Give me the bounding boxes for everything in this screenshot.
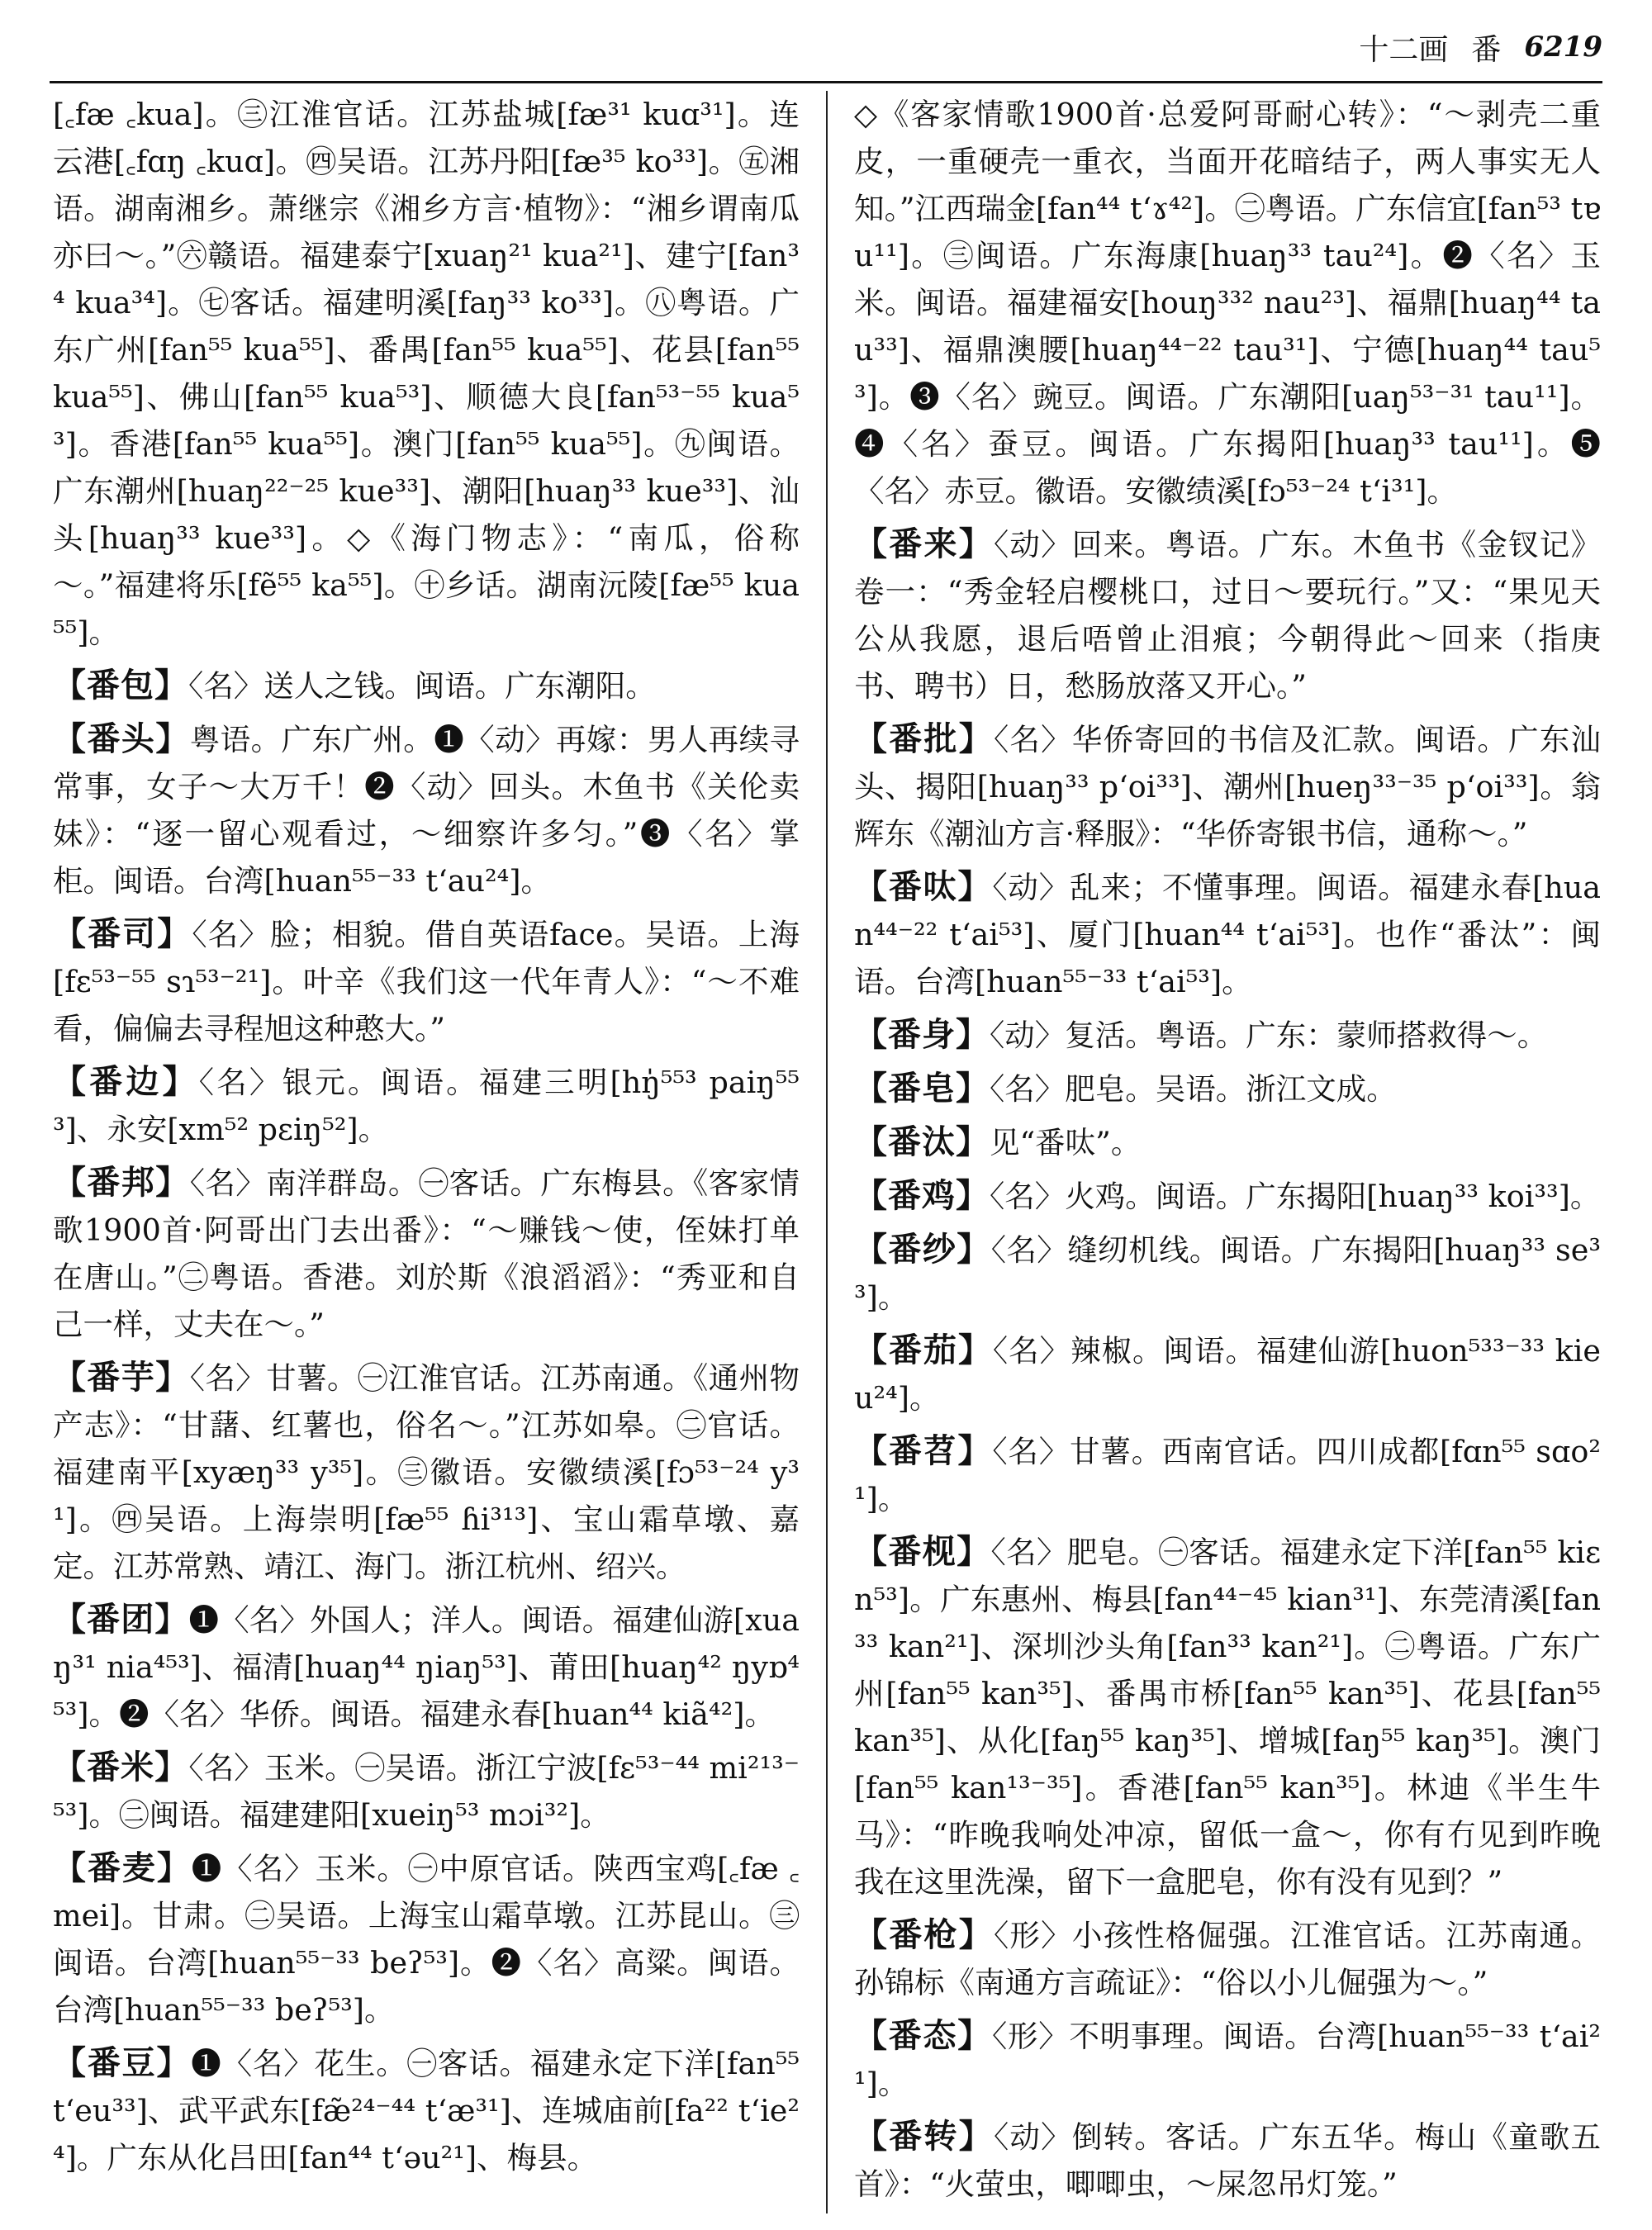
entry-definition: 〈名〉缝纫机线。闽语。广东揭阳[huaŋ³³ se³³]。	[854, 1232, 1601, 1315]
entry-definition: 〈名〉辣椒。闽语。福建仙游[huon⁵³³⁻³³ kieu²⁴]。	[854, 1333, 1601, 1416]
headword-open-bracket: 【	[53, 1358, 88, 1397]
page-header	[50, 18, 1602, 76]
dictionary-entry	[854, 2012, 1601, 2107]
headword-close-bracket: 】	[957, 2016, 992, 2055]
headword: 番汰	[888, 1122, 956, 1161]
entry-definition: 〈形〉小孩性格倔强。江淮官话。江苏南通。孙锦标《南通方言疏证》：“俗以小儿倔强为～。”	[854, 1918, 1601, 2000]
headword: 番邦	[87, 1163, 156, 1202]
dictionary-entry	[854, 1528, 1601, 1905]
entry-definition: 〈动〉乱来；不懂事理。闽语。福建永春[huan⁴⁴⁻²² tʻai⁵³]、厦门[huan⁴⁴ tʻai⁵³]。也作“番汰”：闽语。台湾[huan⁵⁵⁻³³ tʻai⁵³]。	[854, 870, 1601, 999]
headword: 番鸡	[888, 1176, 956, 1215]
page-number: 6219	[1524, 31, 1602, 64]
headword: 番苕	[888, 1431, 958, 1470]
headword-close-bracket: 】	[957, 1431, 993, 1470]
headword-close-bracket: 】	[156, 2043, 192, 2082]
headword: 番枧	[888, 1532, 957, 1571]
headword-open-bracket: 【	[854, 2016, 889, 2055]
headword-open-bracket: 【	[854, 1532, 889, 1571]
headword: 番豆	[87, 2043, 157, 2082]
headword-close-bracket: 】	[957, 1230, 991, 1269]
dictionary-entry	[854, 863, 1601, 1005]
dictionary-entry	[854, 91, 1601, 515]
headword: 番态	[888, 2016, 958, 2055]
dictionary-entry	[53, 1159, 800, 1348]
headword-close-bracket: 】	[958, 719, 994, 758]
headword-open-bracket: 【	[53, 1062, 90, 1101]
section-label: 十二画	[1359, 32, 1449, 67]
headword-open-bracket: 【	[53, 1600, 88, 1639]
headword: 番米	[87, 1748, 155, 1786]
headword-close-bracket: 】	[956, 1122, 990, 1161]
dictionary-entry	[854, 1911, 1601, 2006]
headword-close-bracket: 】	[155, 719, 190, 758]
headword-open-bracket: 【	[854, 1069, 888, 1108]
dictionary-entry	[854, 1172, 1601, 1220]
entry-definition: [꜀fæ ꜀kua]。㊂江淮官话。江苏盐城[fæ³¹ kuɑ³¹]。连云港[꜀fɑŋ ꜀kuɑ]。㊃吴语。江苏丹阳[fæ³⁵ ko³³]。㊄湘语。湖南湘乡。萧继宗《湘乡方言·植物》：“湘乡谓南瓜亦曰～。”㊅赣语。福建泰宁[xuaŋ²¹ kua²¹]、建宁[fan³⁴ kua³⁴]。㊆客话。福建明溪[faŋ³³ ko³³]。㊇粤语。广东广州[fan⁵⁵ kua⁵⁵]、番禺[fan⁵⁵ kua⁵⁵]、花县[fan⁵⁵ kua⁵⁵]、佛山[fan⁵⁵ kua⁵³]、顺德大良[fan⁵³⁻⁵⁵ kua⁵³]。香港[fan⁵⁵ kua⁵⁵]。澳门[fan⁵⁵ kua⁵⁵]。㊈闽语。广东潮州[huaŋ²²⁻²⁵ kue³³]、潮阳[huaŋ³³ kue³³]、汕头[huaŋ³³ kue³³]。◇《海门物志》：“南瓜，俗称～。”福建将乐[fẽ⁵⁵ ka⁵⁵]。㊉乡话。湖南沅陵[fæ⁵⁵ kua⁵⁵]。	[53, 97, 800, 650]
headword-close-bracket: 】	[154, 1748, 189, 1786]
dictionary-entry	[53, 1596, 800, 1738]
headword-open-bracket: 【	[854, 1122, 888, 1161]
section-char: 番	[1471, 32, 1502, 67]
headword: 番来	[889, 524, 959, 563]
entry-definition: 〈名〉送人之钱。闽语。广东潮阳。	[188, 668, 656, 704]
headword-open-bracket: 【	[53, 719, 88, 758]
headword: 番转	[889, 2117, 959, 2156]
dictionary-entry	[854, 1326, 1601, 1421]
headword: 番皂	[888, 1069, 956, 1108]
headword-open-bracket: 【	[854, 1230, 889, 1269]
dictionary-entry	[854, 1118, 1601, 1166]
headword-close-bracket: 】	[957, 1331, 993, 1369]
dictionary-entry	[854, 2113, 1601, 2208]
headword-open-bracket: 【	[53, 1163, 88, 1202]
headword-close-bracket: 】	[156, 1848, 192, 1887]
headword-open-bracket: 【	[53, 914, 88, 953]
headword: 番茄	[888, 1331, 958, 1369]
headword: 番头	[87, 719, 156, 758]
right-column	[854, 91, 1601, 2213]
dictionary-entry	[53, 1844, 800, 2033]
entry-definition: 〈名〉肥皂。吴语。浙江文成。	[990, 1071, 1397, 1107]
headword-close-bracket: 】	[958, 524, 994, 563]
dictionary-entry	[53, 910, 800, 1052]
entry-definition: 粤语。广东广州。❶〈动〉再嫁：男人再续寻常事，女子～大万千！❷〈动〉回头。木鱼书《关伦卖妹》：“逐一留心观看过，～细察许多匀。”❸〈名〉掌柜。闽语。台湾[huan⁵⁵⁻³³ tʻau²⁴]。	[53, 722, 800, 899]
headword-close-bracket: 】	[154, 1600, 189, 1639]
headword-open-bracket: 【	[854, 1176, 888, 1215]
headword-close-bracket: 】	[154, 666, 188, 705]
entry-definition: 见“番呔”。	[990, 1125, 1142, 1160]
headword-open-bracket: 【	[854, 2117, 890, 2156]
dictionary-entry	[53, 1744, 800, 1839]
dictionary-entry	[53, 662, 800, 709]
headword-close-bracket: 】	[162, 1062, 199, 1101]
headword-close-bracket: 】	[956, 1015, 990, 1054]
entry-definition: 〈名〉银元。闽语。福建三明[hŋ̍⁵⁵³ paiŋ⁵⁵³]、永安[xm⁵² pɛiŋ⁵²]。	[53, 1065, 800, 1147]
dictionary-entry	[854, 1065, 1601, 1113]
column-divider	[826, 91, 828, 2213]
headword-open-bracket: 【	[854, 1431, 889, 1470]
entry-definition: 〈名〉南洋群岛。㊀客话。广东梅县。《客家情歌1900首·阿哥出门去出番》：“～赚钱～使，侄妹打单在唐山。”㊁粤语。香港。刘於斯《浪滔滔》：“秀亚和自己一样，丈夫在～。”	[53, 1165, 800, 1342]
entry-definition: 〈名〉玉米。㊀吴语。浙江宁波[fɛ⁵³⁻⁴⁴ mi²¹³⁻⁵³]。㊁闽语。福建建阳[xueiŋ⁵³ mɔi³²]。	[53, 1750, 800, 1833]
entry-definition: ◇《客家情歌1900首·总爱阿哥耐心转》：“～剥壳二重皮，一重硬壳一重衣，当面开花暗结子，两人事实无人知。”江西瑞金[fan⁴⁴ tʻɤ⁴²]。㊁粤语。广东信宜[fan⁵³ tɐu¹¹]。㊂闽语。广东海康[huaŋ³³ tau²⁴]。❷〈名〉玉米。闽语。福建福安[houŋ³³² nau²³]、福鼎[huaŋ⁴⁴ tau³³]、福鼎澳腰[huaŋ⁴⁴⁻²² tau³¹]、宁德[huaŋ⁴⁴ tau⁵³]。❸〈名〉豌豆。闽语。广东潮阳[uaŋ⁵³⁻³¹ tau¹¹]。❹〈名〉蚕豆。闽语。广东揭阳[huaŋ³³ tau¹¹]。❺〈名〉赤豆。徽语。安徽绩溪[fɔ⁵³⁻²⁴ tʻi³¹]。	[854, 97, 1601, 509]
entry-definition: ❶〈名〉玉米。㊀中原官话。陕西宝鸡[꜀fæ ꜀mei]。甘肃。㊁吴语。上海宝山霜草墩。江苏昆山。㊂闽语。台湾[huan⁵⁵⁻³³ beʔ⁵³]。❷〈名〉高粱。闽语。台湾[huan⁵⁵⁻³³ beʔ⁵³]。	[53, 1851, 800, 2028]
headword: 番芋	[87, 1358, 156, 1397]
dictionary-entry	[53, 715, 800, 904]
headword: 番批	[889, 719, 959, 758]
dictionary-entry	[854, 520, 1601, 709]
dictionary-entry	[854, 1427, 1601, 1522]
headword: 番边	[89, 1062, 163, 1101]
headword-close-bracket: 】	[157, 914, 192, 953]
entry-definition: 〈动〉复活。粤语。广东：蒙师搭救得～。	[990, 1018, 1548, 1053]
headword-open-bracket: 【	[854, 1331, 889, 1369]
headword: 番团	[87, 1600, 155, 1639]
headword-close-bracket: 】	[956, 1069, 990, 1108]
dictionary-entry	[854, 715, 1601, 857]
dictionary-entry	[53, 1354, 800, 1590]
dictionary-entry	[53, 91, 800, 656]
headword: 番麦	[87, 1848, 157, 1887]
entry-definition: 〈名〉甘薯。㊀江淮官话。江苏南通。《通州物产志》：“甘藷、红薯也，俗名～。”江苏如皋。㊁官话。福建南平[xyæŋ³³ y³⁵]。㊂徽语。安徽绩溪[fɔ⁵³⁻²⁴ y³¹]。㊃吴语。上海崇明[fæ⁵⁵ ɦi³¹³]、宝山霜草墩、嘉定。江苏常熟、靖江、海门。浙江杭州、绍兴。	[53, 1360, 800, 1584]
entry-definition: 〈名〉华侨寄回的书信及汇款。闽语。广东汕头、揭阳[huaŋ³³ pʻoi³³]、潮州[hueŋ³³⁻³⁵ pʻoi³³]。翁辉东《潮汕方言·释服》：“华侨寄银书信，通称～。”	[854, 722, 1601, 852]
dictionary-entry	[854, 1226, 1601, 1321]
entry-definition: 〈动〉回来。粤语。广东。木鱼书《金钗记》卷一：“秀金轻启樱桃口，过日～要玩行。”又：“果见天公从我愿，退后唔曾止泪痕；今朝得此～回来（指庚书、聘书）日，愁肠放落又开心。”	[854, 527, 1601, 704]
headword: 番呔	[888, 867, 958, 906]
headword-open-bracket: 【	[53, 2043, 88, 2082]
headword-close-bracket: 】	[958, 1915, 994, 1954]
headword-close-bracket: 】	[958, 2117, 994, 2156]
headword-open-bracket: 【	[53, 666, 87, 705]
headword-close-bracket: 】	[957, 867, 993, 906]
headword: 番枪	[889, 1915, 959, 1954]
headword-open-bracket: 【	[53, 1748, 88, 1786]
entry-definition: 〈动〉倒转。客话。广东五华。梅山《童歌五首》：“火萤虫，唧唧虫，～屎忽吊灯笼。”	[854, 2119, 1601, 2202]
entry-definition: ❶〈名〉外国人；洋人。闽语。福建仙游[xuaŋ³¹ nia⁴⁵³]、福清[huaŋ⁴⁴ ŋiaŋ⁵³]、莆田[huaŋ⁴² ŋyɒ⁴⁵³]。❷〈名〉华侨。闽语。福建永春[huan⁴⁴ kiã⁴²]。	[53, 1602, 800, 1732]
entry-definition: 〈名〉脸；相貌。借自英语face。吴语。上海[fɛ⁵³⁻⁵⁵ sɿ⁵³⁻²¹]。叶辛《我们这一代年青人》：“～不难看，偏偏去寻程旭这种憨大。”	[53, 917, 800, 1046]
headword-open-bracket: 【	[53, 1848, 88, 1887]
dictionary-entry	[53, 1058, 800, 1153]
headword: 番司	[88, 914, 158, 953]
headword: 番纱	[888, 1230, 957, 1269]
dictionary-entry	[53, 2039, 800, 2181]
headword-open-bracket: 【	[854, 867, 889, 906]
headword: 番包	[87, 666, 154, 705]
dictionary-entry	[854, 1011, 1601, 1059]
headword-open-bracket: 【	[854, 524, 890, 563]
entry-definition: 〈名〉甘薯。西南官话。四川成都[fɑn⁵⁵ sɑo²¹]。	[854, 1434, 1601, 1516]
headword-close-bracket: 】	[957, 1532, 991, 1571]
left-column	[53, 91, 800, 2213]
headword-open-bracket: 【	[854, 1015, 888, 1054]
headword-close-bracket: 】	[956, 1176, 990, 1215]
headword: 番身	[888, 1015, 956, 1054]
headword-open-bracket: 【	[854, 1915, 890, 1954]
header-rule	[50, 81, 1602, 83]
entry-definition: ❶〈名〉花生。㊀客话。福建永定下洋[fan⁵⁵ tʻeu³³]、武平武东[fæ̃²⁴⁻⁴⁴ tʻæ³¹]、连城庙前[fa²² tʻie²⁴]。广东从化吕田[fan⁴⁴ tʻəu²¹]、梅县。	[53, 2046, 800, 2175]
entry-definition: 〈形〉不明事理。闽语。台湾[huan⁵⁵⁻³³ tʻai²¹]。	[854, 2019, 1601, 2101]
entry-definition: 〈名〉肥皂。㊀客话。福建永定下洋[fan⁵⁵ kiɛn⁵³]。广东惠州、梅县[fan⁴⁴⁻⁴⁵ kian³¹]、东莞清溪[fan³³ kan²¹]、深圳沙头角[fan³³ kan²¹]。㊁粤语。广东广州[fan⁵⁵ kan³⁵]、番禺市桥[fan⁵⁵ kan³⁵]、花县[fan⁵⁵ kan³⁵]、从化[faŋ⁵⁵ kaŋ³⁵]、增城[faŋ⁵⁵ kaŋ³⁵]。澳门[fan⁵⁵ kan¹³⁻³⁵]。香港[fan⁵⁵ kan³⁵]。林迪《半生牛马》：“昨晚我响处冲凉，留低一盒～，你有冇见到昨晚我在这里洗澡，留下一盒肥皂，你有没有见到？”	[854, 1535, 1601, 1900]
headword-close-bracket: 】	[155, 1163, 190, 1202]
entry-definition: 〈名〉火鸡。闽语。广东揭阳[huaŋ³³ koi³³]。	[990, 1179, 1601, 1214]
headword-close-bracket: 】	[155, 1358, 190, 1397]
headword-open-bracket: 【	[854, 719, 890, 758]
